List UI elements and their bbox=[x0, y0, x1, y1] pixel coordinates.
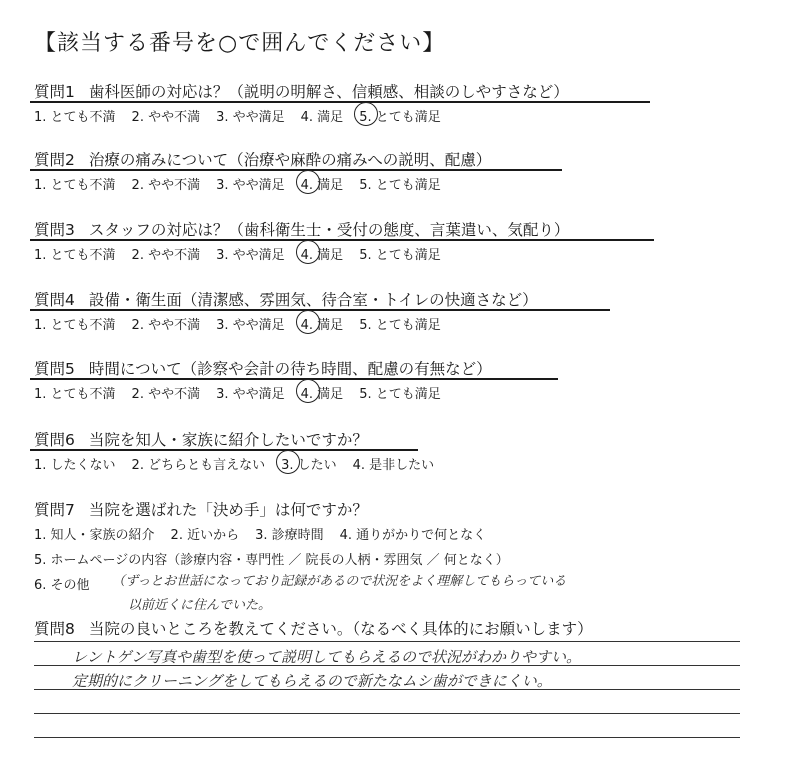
question-7-options-row1 bbox=[34, 524, 486, 543]
question-6-text: 当院を知人・家族に紹介したいですか？ bbox=[88, 431, 368, 449]
q4-option-1[interactable]: 1. とても不満 bbox=[34, 318, 116, 333]
question-1-label: 質問1 bbox=[34, 83, 75, 101]
answer-line-5 bbox=[34, 737, 740, 738]
question-1-underline bbox=[30, 101, 650, 103]
question-8-heading bbox=[34, 617, 593, 639]
q7-handwritten-answer-line1: （ずっとお世話になっており記録があるので状況をよく理解してもらっている bbox=[112, 574, 567, 589]
question-3-heading bbox=[34, 218, 569, 240]
q7-option-4[interactable]: 4. 通りがかりで何となく bbox=[339, 528, 487, 543]
q3-option-5[interactable]: 5. とても満足 bbox=[359, 248, 441, 263]
q5-option-5[interactable]: 5. とても満足 bbox=[359, 387, 441, 402]
question-5-underline bbox=[30, 378, 558, 380]
q3-option-1[interactable]: 1. とても不満 bbox=[34, 248, 116, 263]
q6-option-1[interactable]: 1. したくない bbox=[34, 458, 116, 473]
q7-option-6[interactable]: 6. その他 bbox=[34, 578, 90, 593]
q8-handwritten-answer-line1[interactable]: レントゲン写真や歯型を使って説明してもらえるので状況がわかりやすい。 bbox=[72, 648, 582, 666]
question-8-label: 質問8 bbox=[34, 620, 75, 638]
q4-option-2[interactable]: 2. やや不満 bbox=[131, 318, 201, 333]
q1-option-1[interactable]: 1. とても不満 bbox=[34, 110, 116, 125]
question-7-options-row2 bbox=[34, 549, 509, 568]
question-3-underline bbox=[30, 239, 654, 241]
q2-option-1[interactable]: 1. とても不満 bbox=[34, 178, 116, 193]
answer-line-1 bbox=[34, 641, 740, 642]
question-2-options bbox=[34, 174, 441, 193]
question-5-label: 質問5 bbox=[34, 360, 75, 378]
question-5-text: 時間について（診察や会計の待ち時間、配慮の有無など） bbox=[88, 360, 492, 378]
q4-option-5[interactable]: 5. とても満足 bbox=[359, 318, 441, 333]
question-2-label: 質問2 bbox=[34, 151, 75, 169]
question-4-label: 質問4 bbox=[34, 291, 75, 309]
question-3-text: スタッフの対応は？（歯科衛生士・受付の態度、言葉遣い、気配り） bbox=[88, 221, 570, 239]
question-6-options bbox=[34, 454, 434, 473]
q1-option-2[interactable]: 2. やや不満 bbox=[131, 110, 201, 125]
question-5-options bbox=[34, 383, 441, 402]
form-title: 【該当する番号を○で囲んでください】 bbox=[34, 31, 446, 56]
q3-option-4[interactable]: 4. 満足 bbox=[301, 244, 344, 263]
question-2-heading bbox=[34, 148, 491, 170]
q2-option-2[interactable]: 2. やや不満 bbox=[131, 178, 201, 193]
q7-option-2[interactable]: 2. 近いから bbox=[170, 528, 240, 543]
answer-line-4 bbox=[34, 713, 740, 714]
question-5-heading bbox=[34, 357, 492, 379]
q7-option-1[interactable]: 1. 知人・家族の紹介 bbox=[34, 528, 155, 543]
q1-option-4[interactable]: 4. 満足 bbox=[300, 110, 344, 125]
q4-option-4[interactable]: 4. 満足 bbox=[301, 314, 344, 333]
q7-option-3[interactable]: 3. 診療時間 bbox=[255, 528, 324, 543]
question-7-label: 質問7 bbox=[34, 501, 75, 519]
question-4-underline bbox=[30, 309, 610, 311]
question-7-text: 当院を選ばれた「決め手」は何ですか？ bbox=[88, 501, 368, 519]
question-6-underline bbox=[30, 449, 418, 451]
q6-option-3[interactable]: 3. したい bbox=[281, 454, 337, 473]
q1-option-5[interactable]: 5. とても満足 bbox=[359, 106, 441, 125]
q2-option-3[interactable]: 3. やや満足 bbox=[216, 178, 285, 193]
q5-option-1[interactable]: 1. とても不満 bbox=[34, 387, 116, 402]
q2-option-5[interactable]: 5. とても満足 bbox=[359, 178, 441, 193]
question-2-underline bbox=[30, 169, 562, 171]
q7-handwritten-answer-line2: 以前近くに住んでいた。 bbox=[128, 598, 272, 613]
q3-option-3[interactable]: 3. やや満足 bbox=[216, 248, 285, 263]
q6-option-2[interactable]: 2. どちらとも言えない bbox=[131, 458, 266, 473]
question-3-options bbox=[34, 244, 441, 263]
question-4-options bbox=[34, 314, 441, 333]
q1-option-3[interactable]: 3. やや満足 bbox=[216, 110, 285, 125]
q5-option-2[interactable]: 2. やや不満 bbox=[131, 387, 201, 402]
q6-option-4[interactable]: 4. 是非したい bbox=[352, 458, 435, 473]
question-7-heading bbox=[34, 498, 368, 520]
q7-option-5[interactable]: 5. ホームページの内容（診療内容・専門性 ／ 院長の人柄・雰囲気 ／ 何となく） bbox=[34, 553, 509, 568]
q2-option-4[interactable]: 4. 満足 bbox=[301, 174, 344, 193]
question-7-options-row3 bbox=[34, 574, 90, 593]
q5-option-4[interactable]: 4. 満足 bbox=[301, 383, 344, 402]
question-6-heading bbox=[34, 428, 368, 450]
question-2-text: 治療の痛みについて（治療や麻酔の痛みへの説明、配慮） bbox=[88, 151, 492, 169]
q5-option-3[interactable]: 3. やや満足 bbox=[216, 387, 285, 402]
q4-option-3[interactable]: 3. やや満足 bbox=[216, 318, 285, 333]
question-1-options bbox=[34, 106, 441, 125]
question-4-heading bbox=[34, 288, 538, 310]
question-6-label: 質問6 bbox=[34, 431, 75, 449]
q8-handwritten-answer-line2[interactable]: 定期的にクリーニングをしてもらえるので新たなムシ歯ができにくい。 bbox=[72, 672, 552, 690]
q3-option-2[interactable]: 2. やや不満 bbox=[131, 248, 201, 263]
question-1-heading bbox=[34, 80, 569, 102]
question-4-text: 設備・衛生面（清潔感、雰囲気、待合室・トイレの快適さなど） bbox=[88, 291, 538, 309]
question-8-text: 当院の良いところを教えてください。（なるべく具体的にお願いします） bbox=[88, 620, 593, 638]
question-1-text: 歯科医師の対応は？（説明の明解さ、信頼感、相談のしやすさなど） bbox=[88, 83, 569, 101]
question-3-label: 質問3 bbox=[34, 221, 75, 239]
